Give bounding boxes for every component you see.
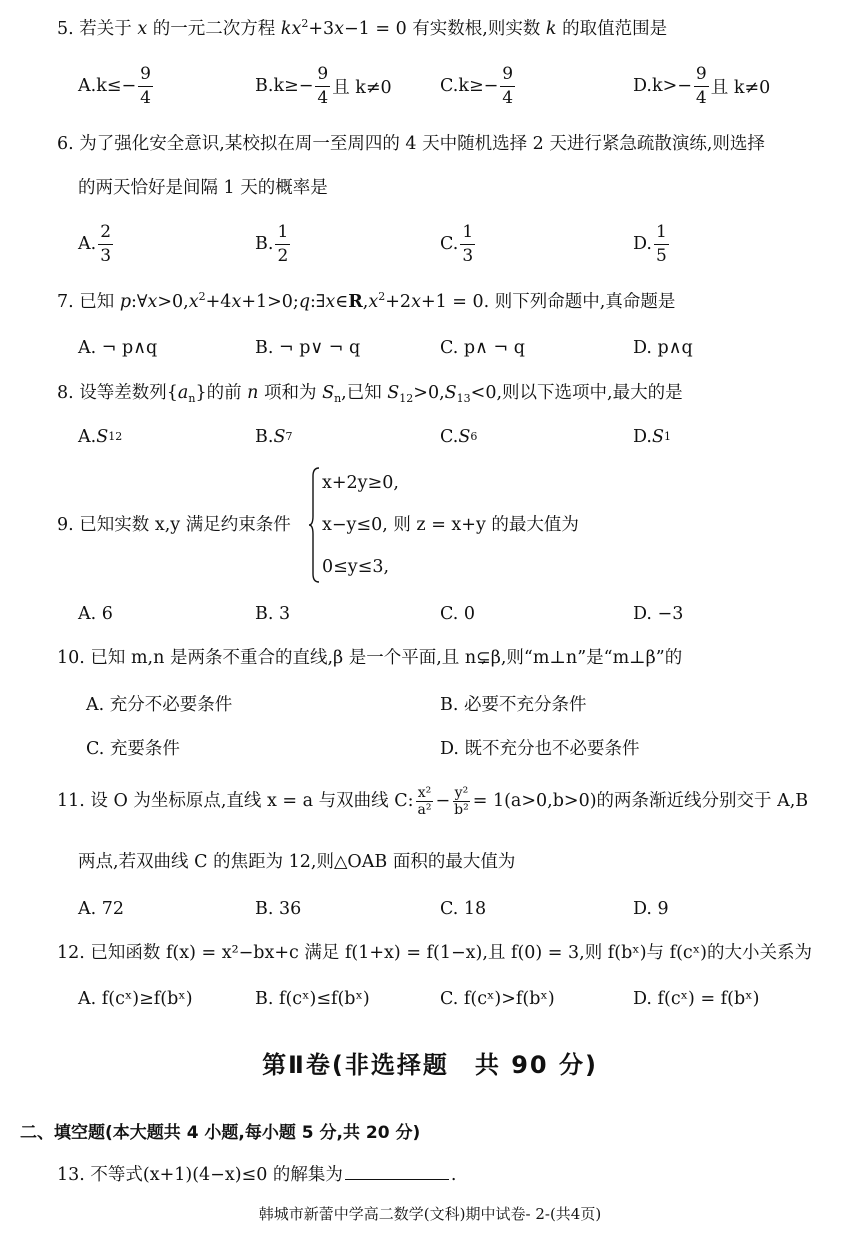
q9-option-b: B. 3 (255, 604, 291, 624)
question-9-stem: 9. 已知实数 x,y 满足约束条件 (57, 515, 291, 535)
question-9-options (78, 599, 840, 629)
fraction: $\frac{\text{x²}}{\text{a²}}$ (417, 784, 432, 818)
q11-option-c: C. 18 (440, 899, 487, 919)
fraction: $\frac{9}{4}$ (140, 63, 151, 108)
q8-option-a: A. S 12 (78, 427, 123, 447)
q6-option-d: D. $\frac{1}{5}$ (633, 221, 667, 266)
q10-option-b: B. 必要不充分条件 (440, 694, 587, 715)
question-11-stem-line-2: 两点,若双曲线 C 的焦距为 12,则△OAB 面积的最大值为 (78, 852, 516, 872)
left-brace-icon (308, 466, 320, 584)
q7-option-b: B. ¬ p∨ ¬ q (255, 338, 361, 358)
q9-option-a: A. 6 (78, 604, 113, 624)
q6-option-b: B. $\frac{1}{2}$ (255, 221, 289, 266)
fraction: $\frac{9}{4}$ (695, 63, 707, 108)
fraction: $\frac{2}{3}$ (100, 221, 112, 266)
question-10-options-row-1 (78, 688, 840, 718)
q6-option-c: C. $\frac{1}{3}$ (440, 221, 474, 266)
question-6-options (78, 214, 840, 274)
q11-option-d: D. 9 (633, 899, 669, 919)
q10-option-a: A. 充分不必要条件 (86, 694, 233, 715)
fraction: $\frac{\text{y²}}{\text{b²}}$ (454, 784, 469, 818)
question-7-stem: 7. 已知 $p:\forall x>0,x^2+4x+1>0;q:\exists x\in R,x^2+2x+1 = 0$. 则下列命题中,真命题是 (57, 290, 676, 312)
question-5-stem: 5. 若关于 x 的一元二次方程 $kx^2+3x-1 = 0$ 有实数根,则实数 k 的取值范围是 (57, 17, 668, 39)
fraction: $\frac{1}{2}$ (277, 221, 289, 266)
constraint-2: x−y≤0, 则 z = x+y 的最大值为 (322, 515, 579, 535)
fraction: $\frac{1}{5}$ (655, 221, 667, 266)
constraint-1: x+2y≥0, (322, 473, 399, 493)
q7-option-c: C. p∧ ¬ q (440, 338, 525, 358)
part-heading: 二、填空题(本大题共 4 小题,每小题 5 分,共 20 分) (20, 1123, 421, 1143)
q6-option-a: A. $\frac{2}{3}$ (78, 221, 112, 266)
q11-option-b: B. 36 (255, 899, 302, 919)
question-6-stem-line-2: 的两天恰好是间隔 1 天的概率是 (78, 178, 328, 198)
question-7-options (78, 333, 840, 363)
page-footer: 韩城市新蕾中学高二数学(文科)期中试卷- 2-(共4页) (258, 1205, 602, 1223)
question-8-stem: 8. 设等差数列$\{a_n\}$的前 n 项和为 $S_n$,已知 $S_{12}>0,S_{13}<0$,则以下选项中,最大的是 (57, 383, 683, 405)
question-12-stem: 12. 已知函数 f(x) = x²−bx+c 满足 f(1+x) = f(1−x),且 f(0) = 3,则 f(bˣ)与 f(cˣ)的大小关系为 (57, 943, 812, 963)
fraction: $\frac{9}{4}$ (502, 63, 514, 108)
q9-option-d: D. −3 (633, 604, 684, 624)
question-13-stem: 13. 不等式(x+1)(4−x)≤0 的解集为 . (57, 1165, 457, 1185)
fraction: $\frac{9}{4}$ (317, 63, 329, 108)
q12-option-c: C. f(cˣ)>f(bˣ) (440, 989, 555, 1009)
q5-option-d: D. k>− $\frac{9}{4}$ 且 k≠0 (633, 63, 771, 108)
question-8-options (78, 422, 840, 452)
q12-option-b: B. f(cˣ)≤f(bˣ) (255, 989, 370, 1009)
section-title: 第Ⅱ卷(非选择题 共 90 分) (262, 1051, 598, 1079)
q7-option-a: A. ¬ p∧q (78, 338, 158, 358)
q8-option-c: C. S 6 (440, 427, 478, 447)
question-10-stem: 10. 已知 m,n 是两条不重合的直线,β 是一个平面,且 n⊊β,则“m⊥n”是“m⊥β”的 (57, 648, 683, 668)
question-5-options (78, 56, 840, 116)
answer-blank[interactable] (345, 1163, 449, 1180)
q5-option-c: C. k≥− $\frac{9}{4}$ (440, 63, 514, 108)
question-11-options (78, 894, 840, 924)
fraction: $\frac{1}{3}$ (462, 221, 474, 266)
q12-option-d: D. f(cˣ) = f(bˣ) (633, 989, 760, 1009)
constraint-3: 0≤y≤3, (322, 557, 390, 577)
q10-option-d: D. 既不充分也不必要条件 (440, 738, 640, 759)
q5-option-b: B. k≥− $\frac{9}{4}$ 且 k≠0 (255, 63, 392, 108)
question-11-stem-line-1: 11. 设 O 为坐标原点,直线 x = a 与双曲线 C: $\frac{\text{x²}}{\text{a²}}$ − $\frac{\text{y²}}{\text{b²}}$ = 1(a>0,b>0)的两条渐近线分别交于 A,B (57, 784, 809, 818)
q11-option-a: A. 72 (78, 899, 125, 919)
q9-option-c: C. 0 (440, 604, 476, 624)
q10-option-c: C. 充要条件 (86, 738, 180, 759)
q12-option-a: A. f(cˣ)≥f(bˣ) (78, 989, 193, 1009)
q5-option-a: A. k≤− $\frac{9}{4}$ (78, 63, 151, 108)
q7-option-d: D. p∧q (633, 338, 693, 358)
q8-option-d: D. S 1 (633, 427, 671, 447)
constraint-system (308, 466, 828, 584)
question-10-options-row-2 (78, 732, 840, 762)
question-12-options (78, 984, 840, 1014)
question-6-stem-line-1: 6. 为了强化安全意识,某校拟在周一至周四的 4 天中随机选择 2 天进行紧急疏散演练,则选择 (57, 134, 765, 154)
q8-option-b: B. S 7 (255, 427, 293, 447)
